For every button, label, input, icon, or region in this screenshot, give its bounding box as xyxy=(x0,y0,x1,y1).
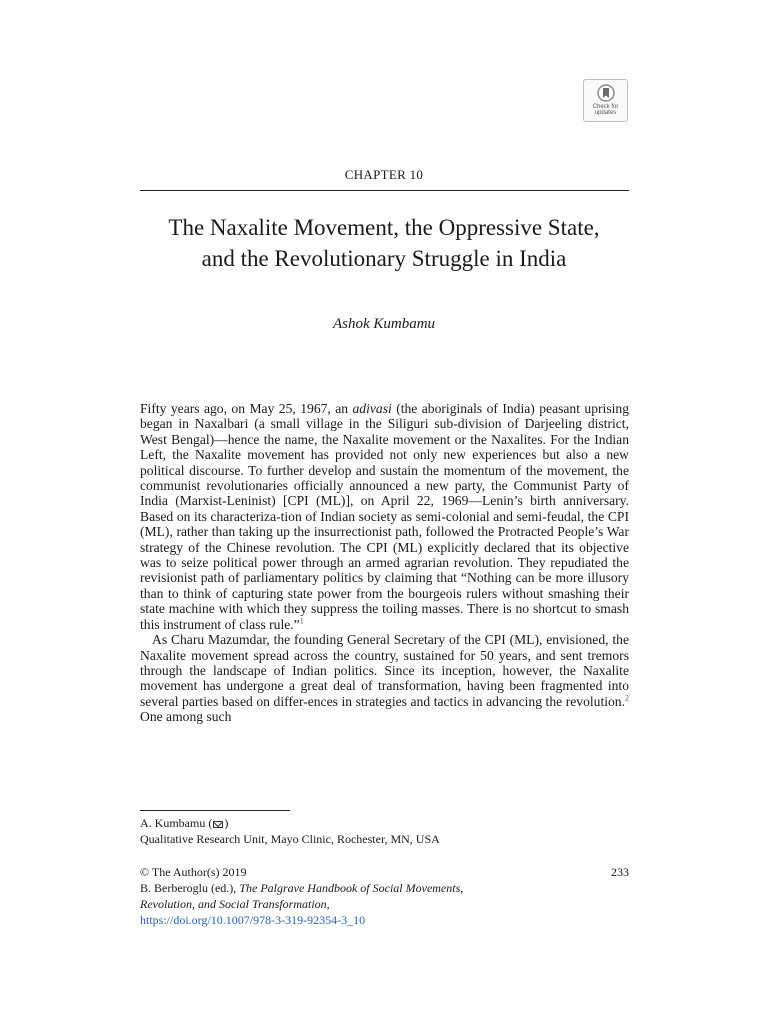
copyright-block xyxy=(140,864,629,928)
author-close-paren: ) xyxy=(224,816,229,830)
chapter-title xyxy=(140,212,628,274)
author-contact-line xyxy=(140,815,629,831)
editor-citation: B. Berberoglu (ed.), xyxy=(140,881,240,895)
paragraph-1-rest: (the aboriginals of India) peasant uprising began in Naxalbari (a small village in the Siliguri sub-division of Darjeeling district, West Bengal)—hence the name, the Naxalite movement or the Naxalites. For the Indian Left, the Naxalite movement has provided not only new experiences but also a new political discourse. To further develop and sustain the momentum of the movement, the communist revolutionaries officially announced a new party, the Communist Party of India (Marxist-Leninist) [CPI (ML)], on April 22, 1969—Lenin’s birth anniversary. Based on its characteriza-tion of Indian society as semi-colonial and semi-feudal, the CPI (ML), rather than taking up the insurrectionist path, followed the Protracted People’s War strategy of the Chinese revolution. The CPI (ML) explicitly declared that its objective was to seize political power through an armed agrarian revolution. They repudiated the revisionist path of parliamentary politics by claiming that “Nothing can be more illusory than to think of capturing state power from the bourgeois rulers without smashing their state machine with which they suppress the toiling masses. There is no shortcut to smash this instrument of class rule.” xyxy=(140,401,629,632)
copyright-line: © The Author(s) 2019 xyxy=(140,865,247,879)
adivasi-term: adivasi xyxy=(352,401,392,416)
badge-text-line1: Check for xyxy=(592,104,619,110)
footnote-ref-2[interactable]: 2 xyxy=(625,693,629,703)
footnote-rule xyxy=(140,810,290,811)
header-rule xyxy=(140,190,629,191)
paragraph-1 xyxy=(140,401,629,632)
check-for-updates-badge[interactable] xyxy=(583,79,628,122)
bookmark-ribbon-icon xyxy=(597,84,615,104)
chapter-author: Ashok Kumbamu xyxy=(332,316,436,332)
paragraph-2-start: As Charu Mazumdar, the founding General Secretary of the CPI (ML), envisioned, the Naxalite movement spread across the country, sustained for 50 years, and sent tremors through the landscape of Indian politics. Since its inception, however, the Naxalite movement has undergone a great deal of transformation, having been fragmented into several parties based on differ-ences in strategies and tactics in advancing the revolution. xyxy=(140,632,629,709)
author-affiliation: Qualitative Research Unit, Mayo Clinic, Rochester, MN, USA xyxy=(140,832,440,846)
citation-line-2 xyxy=(140,896,629,912)
title-line-1: The Naxalite Movement, the Oppressive State, xyxy=(168,215,600,240)
title-line-2: and the Revolutionary Struggle in India xyxy=(201,246,567,271)
page-number: 233 xyxy=(611,865,629,879)
doi-link[interactable]: https://doi.org/10.1007/978-3-319-92354-3_10 xyxy=(140,913,366,927)
doi-line xyxy=(140,912,629,928)
book-title-part-2: Revolution, and Social Transformation xyxy=(140,897,327,911)
badge-text-line2: updates xyxy=(594,110,617,116)
citation-line-1 xyxy=(140,880,629,896)
author-name: A. Kumbamu ( xyxy=(140,816,213,830)
footnote-ref-1[interactable]: 1 xyxy=(299,616,304,626)
citation-comma: , xyxy=(326,897,330,911)
envelope-icon[interactable] xyxy=(213,821,223,828)
chapter-label: CHAPTER 10 xyxy=(344,167,424,182)
author-footnote xyxy=(140,815,629,847)
paragraph-1-start: Fifty years ago, on May 25, 1967, an xyxy=(140,401,353,416)
book-title-part-1: The Palgrave Handbook of Social Movements, xyxy=(239,881,464,895)
paragraph-2-rest: One among such xyxy=(140,709,232,725)
paragraph-2 xyxy=(140,632,629,724)
body-text xyxy=(140,401,629,725)
